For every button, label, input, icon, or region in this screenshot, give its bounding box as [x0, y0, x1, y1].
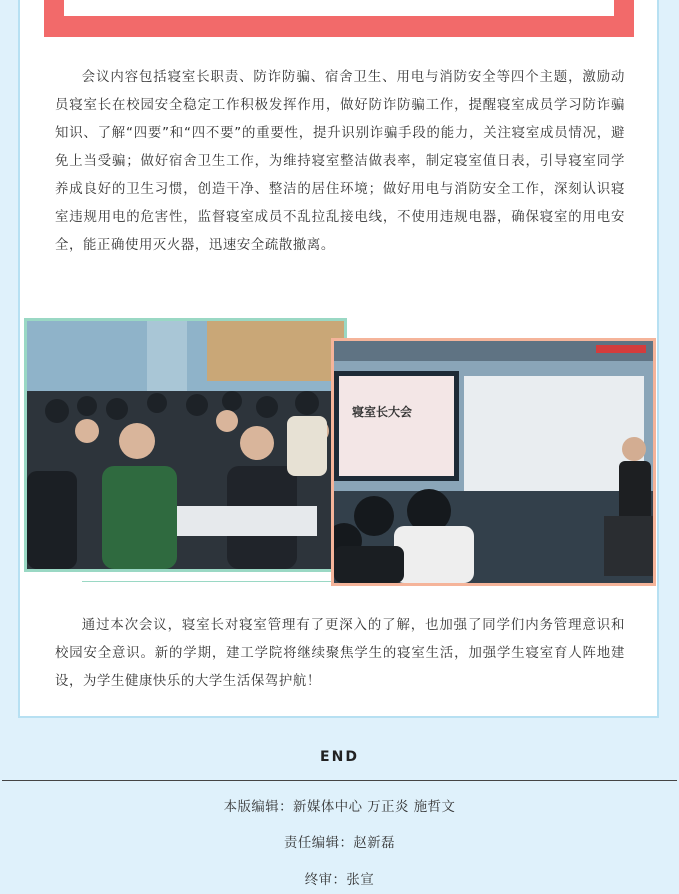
audience-illustration	[27, 321, 344, 569]
top-banner	[44, 0, 634, 37]
screen-title: 寝室长大会	[352, 405, 413, 419]
end-divider	[2, 780, 677, 781]
end-label: END	[320, 749, 359, 765]
top-banner-inner	[64, 0, 614, 16]
presentation-illustration	[334, 341, 653, 583]
meeting-audience-photo[interactable]	[24, 318, 347, 572]
article-paragraph-2: 通过本次会议，寝室长对寝室管理有了更深入的了解，也加强了同学们内务管理意识和校园安全意识。新的学期，建工学院将继续聚焦学生的寝室生活，加强学生寝室育人阵地建设，为学生健康快乐的大学生活保驾护航！	[55, 618, 625, 689]
editor-credit: 本版编辑：新媒体中心 万正炎 施哲文	[223, 800, 456, 815]
responsible-editor-credit: 责任编辑：赵新磊	[283, 836, 396, 851]
photo-divider-line	[82, 581, 332, 582]
meeting-presentation-photo[interactable]	[331, 338, 656, 586]
final-review-credit: 终审：张宣	[304, 873, 375, 888]
article-paragraph-1: 会议内容包括寝室长职责、防诈防骗、宿舍卫生、用电与消防安全等四个主题，激励动员寝室长在校园安全稳定工作积极发挥作用，做好防诈防骗工作，提醒寝室成员学习防诈骗知识、了解“四要”和“四不要”的重要性，提升识别诈骗手段的能力，关注寝室成员情况，避免上当受骗；做好宿舍卫生工作，为维持寝室整洁做表率，制定寝室值日表，引导寝室同学养成良好的卫生习惯，创造干净、整洁的居住环境；做好用电与消防安全工作，深刻认识寝室违规用电的危害性，监督寝室成员不乱拉乱接电线，不使用违规电器，确保寝室的用电安全，能正确使用灭火器，迅速安全疏散撤离。	[55, 70, 625, 253]
